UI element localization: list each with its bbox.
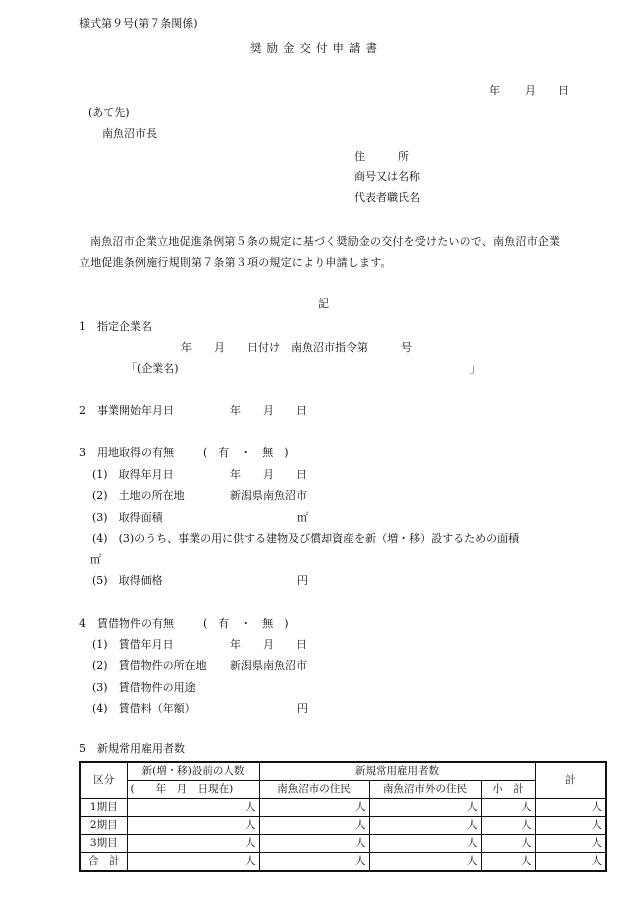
header-nonresident: 南魚沼市外の住民 [369, 781, 481, 799]
list-item-value: ㎡ [90, 553, 101, 566]
section3-heading: 3 用地取得の有無 [79, 446, 174, 459]
table-row [80, 835, 606, 853]
unit-cell: 人 [535, 853, 606, 872]
section3-choice: ( 有 ・ 無 ) [203, 446, 289, 459]
list-item-value: 年 月 日 [230, 468, 307, 481]
list-item-label: (2) 土地の所在地 [92, 489, 185, 502]
header-resident: 南魚沼市の住民 [259, 781, 369, 799]
unit-cell: 人 [369, 853, 481, 872]
row-label: 合 計 [80, 853, 127, 872]
row-label: 2期目 [80, 817, 127, 835]
unit-cell: 人 [535, 835, 606, 853]
list-item-value: 新潟県南魚沼市 [230, 489, 307, 502]
list-item-value: 年 月 日 [230, 638, 307, 651]
unit-cell: 人 [481, 817, 535, 835]
section1-heading: 1 指定企業名 [79, 320, 152, 333]
unit-cell: 人 [259, 817, 369, 835]
section4-choice: ( 有 ・ 無 ) [203, 617, 289, 630]
list-item-label: (4) 賃借料（年額） [92, 702, 196, 715]
header-before-2: ( 年 月 日現在) [127, 781, 259, 799]
list-item-value: 円 [297, 574, 308, 587]
row-label: 1期目 [80, 799, 127, 817]
unit-cell: 人 [259, 835, 369, 853]
header-total: 計 [535, 762, 606, 799]
form-number: 様式第９号(第７条関係) [79, 17, 198, 30]
unit-cell: 人 [369, 817, 481, 835]
unit-cell: 人 [369, 835, 481, 853]
header-new-hires: 新規常用雇用者数 [259, 762, 535, 781]
company-name-close: 」 [470, 362, 481, 375]
row-label: 3期目 [80, 835, 127, 853]
list-item-label: (2) 賃借物件の所在地 [92, 659, 207, 672]
list-item-label: (1) 取得年月日 [92, 468, 174, 481]
page-title: 奨励金交付申請書 [250, 41, 382, 55]
list-item-label: (4) (3)のうち、事業の用に供する建物及び償却資産を新（増・移）設するための面積 [92, 532, 520, 545]
table-row [80, 817, 606, 835]
section2-heading: 2 事業開始年月日 [79, 404, 174, 417]
list-item-value: ㎡ [297, 511, 308, 524]
intro-line-2: 立地促進条例施行規則第７条第３項の規定により申請します。 [79, 256, 392, 269]
header-before-1: 新(増・移)設前の人数 [127, 762, 259, 781]
list-item-value: 円 [297, 702, 308, 715]
section4-heading: 4 賃借物件の有無 [79, 617, 174, 630]
addressee: 南魚沼市長 [102, 127, 157, 140]
unit-cell: 人 [535, 799, 606, 817]
list-item-label: (3) 賃借物件の用途 [92, 681, 196, 694]
intro-line-1: 南魚沼市企業立地促進条例第５条の規定に基づく奨励金の交付を受けたいので、南魚沼市企業 [90, 235, 561, 248]
business-start-date: 年 月 日 [230, 404, 307, 417]
list-item-label: (3) 取得面積 [92, 511, 163, 524]
ki-heading: 記 [318, 297, 329, 310]
unit-cell: 人 [127, 853, 259, 872]
header-subtotal: 小 計 [481, 781, 535, 799]
unit-cell: 人 [481, 835, 535, 853]
employee-table [79, 761, 607, 872]
unit-cell: 人 [481, 853, 535, 872]
applicant-address-label: 住 所 [354, 150, 409, 163]
unit-cell: 人 [127, 799, 259, 817]
date-month: 月 [525, 84, 536, 97]
list-item-value: 新潟県南魚沼市 [230, 659, 307, 672]
unit-cell: 人 [259, 853, 369, 872]
company-name-open: 「(企業名) [126, 362, 179, 375]
unit-cell: 人 [535, 817, 606, 835]
addressee-label: (あて先) [88, 106, 130, 119]
unit-cell: 人 [127, 835, 259, 853]
unit-cell: 人 [259, 799, 369, 817]
date-day: 日 [558, 84, 569, 97]
applicant-company-label: 商号又は名称 [354, 170, 420, 183]
designation-line: 年 月 日付け 南魚沼市指令第 号 [181, 341, 412, 354]
header-kubun: 区分 [80, 762, 127, 799]
unit-cell: 人 [481, 799, 535, 817]
unit-cell: 人 [369, 799, 481, 817]
applicant-rep-label: 代表者職氏名 [354, 191, 420, 204]
table-row [80, 799, 606, 817]
section5-heading: 5 新規常用雇用者数 [79, 742, 185, 755]
unit-cell: 人 [127, 817, 259, 835]
table-row [80, 853, 606, 872]
list-item-label: (1) 賃借年月日 [92, 638, 174, 651]
list-item-label: (5) 取得価格 [92, 574, 163, 587]
date-year: 年 [489, 84, 500, 97]
